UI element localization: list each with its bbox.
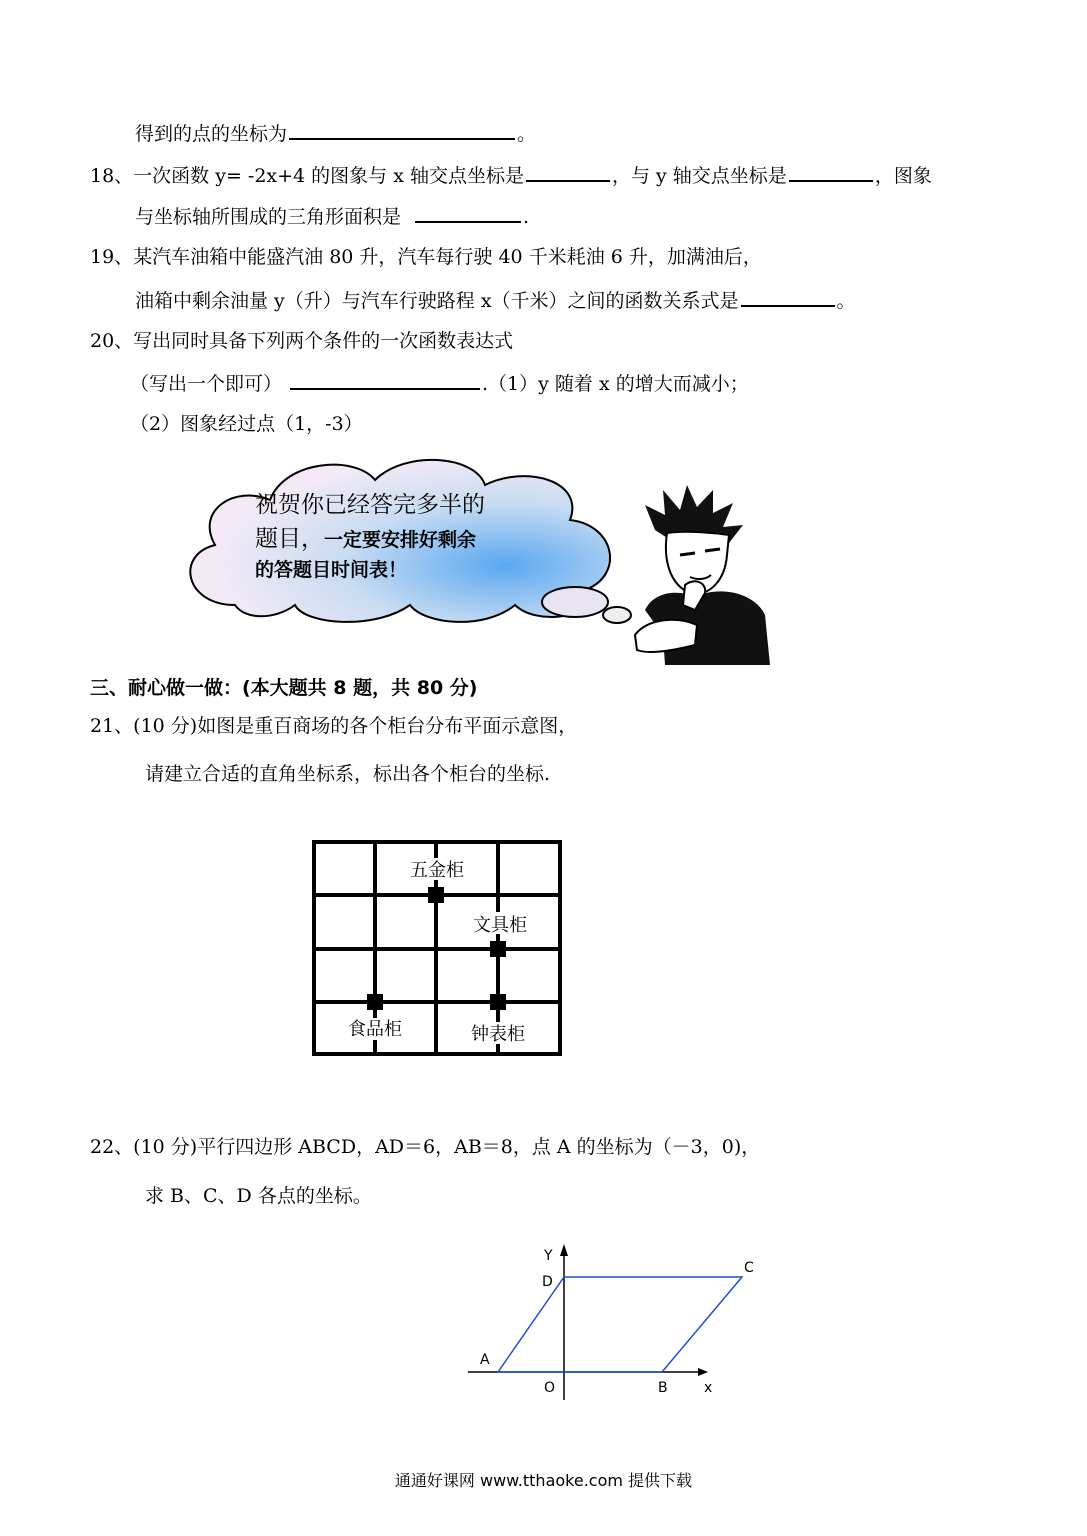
y-axis-arrow bbox=[560, 1244, 568, 1256]
label-o: O bbox=[544, 1380, 556, 1396]
answer-blank[interactable] bbox=[415, 203, 521, 223]
question-19-cont: 油箱中剩余油量 y（升）与汽车行驶路程 x（千米）之间的函数关系式是 。 bbox=[135, 287, 856, 313]
label-watch: 钟表柜 bbox=[471, 1024, 525, 1045]
label-a: A bbox=[480, 1352, 490, 1368]
question-22-cont: 求 B、C、D 各点的坐标。 bbox=[145, 1185, 372, 1207]
x-axis-arrow bbox=[698, 1368, 708, 1376]
section-3-heading: 三、耐心做一做：(本大题共 8 题，共 80 分) bbox=[90, 677, 478, 699]
question-22: 22、(10 分)平行四边形 ABCD，AD＝6，AB＝8，点 A 的坐标为（－3，0)， bbox=[90, 1136, 761, 1158]
question-19: 19、某汽车油箱中能盛汽油 80 升，汽车每行驶 40 千米耗油 6 升，加满油后， bbox=[90, 246, 762, 268]
parallelogram-abcd bbox=[498, 1277, 742, 1372]
label-hardware: 五金柜 bbox=[410, 860, 464, 881]
question-21: 21、(10 分)如图是重百商场的各个柜台分布平面示意图， bbox=[90, 715, 578, 737]
label-d: D bbox=[542, 1274, 553, 1290]
parallelogram-diagram bbox=[460, 1240, 770, 1410]
answer-blank[interactable] bbox=[526, 162, 610, 182]
boy-arm bbox=[635, 620, 697, 652]
question-20: 20、写出同时具备下列两个条件的一次函数表达式 bbox=[90, 330, 514, 352]
q17-continuation: 得到的点的坐标为 。 bbox=[135, 120, 536, 146]
question-21-cont: 请建立合适的直角坐标系，标出各个柜台的坐标. bbox=[145, 763, 551, 785]
answer-blank[interactable] bbox=[741, 287, 835, 307]
page-footer: 通通好课网 www.tthaoke.com 提供下载 bbox=[394, 1471, 693, 1490]
counter-layout-grid bbox=[312, 840, 562, 1056]
answer-blank[interactable] bbox=[290, 370, 480, 390]
counter-marker-stationery bbox=[490, 941, 506, 957]
bubble-line-3: 的答题目时间表！ bbox=[255, 559, 408, 581]
question-20-condition: （2）图象经过点（1，-3） bbox=[130, 413, 363, 435]
answer-blank[interactable] bbox=[289, 120, 515, 140]
counter-marker-hardware bbox=[428, 887, 444, 903]
counter-marker-watch bbox=[490, 994, 506, 1010]
answer-blank[interactable] bbox=[789, 162, 873, 182]
label-b: B bbox=[658, 1380, 668, 1396]
cartoon-boy-illustration bbox=[625, 485, 775, 670]
question-18: 18、一次函数 y= -2x+4 的图象与 x 轴交点坐标是 ，与 y 轴交点坐标是 ，图象 bbox=[90, 162, 932, 188]
label-food: 食品柜 bbox=[348, 1019, 402, 1040]
thought-bubble-large bbox=[542, 587, 608, 617]
question-18-cont: 与坐标轴所围成的三角形面积是 . bbox=[135, 203, 529, 229]
label-x: x bbox=[704, 1380, 713, 1396]
counter-marker-food bbox=[367, 994, 383, 1010]
bubble-line-1: 祝贺你已经答完多半的 bbox=[255, 492, 485, 518]
bubble-line-2: 题目，一定要安排好剩余 bbox=[255, 526, 477, 552]
label-c: C bbox=[744, 1260, 754, 1276]
label-y: Y bbox=[544, 1248, 553, 1264]
label-stationery: 文具柜 bbox=[473, 915, 527, 936]
question-20-cont: （写出一个即可） .（1）y 随着 x 的增大而减小； bbox=[130, 370, 749, 396]
